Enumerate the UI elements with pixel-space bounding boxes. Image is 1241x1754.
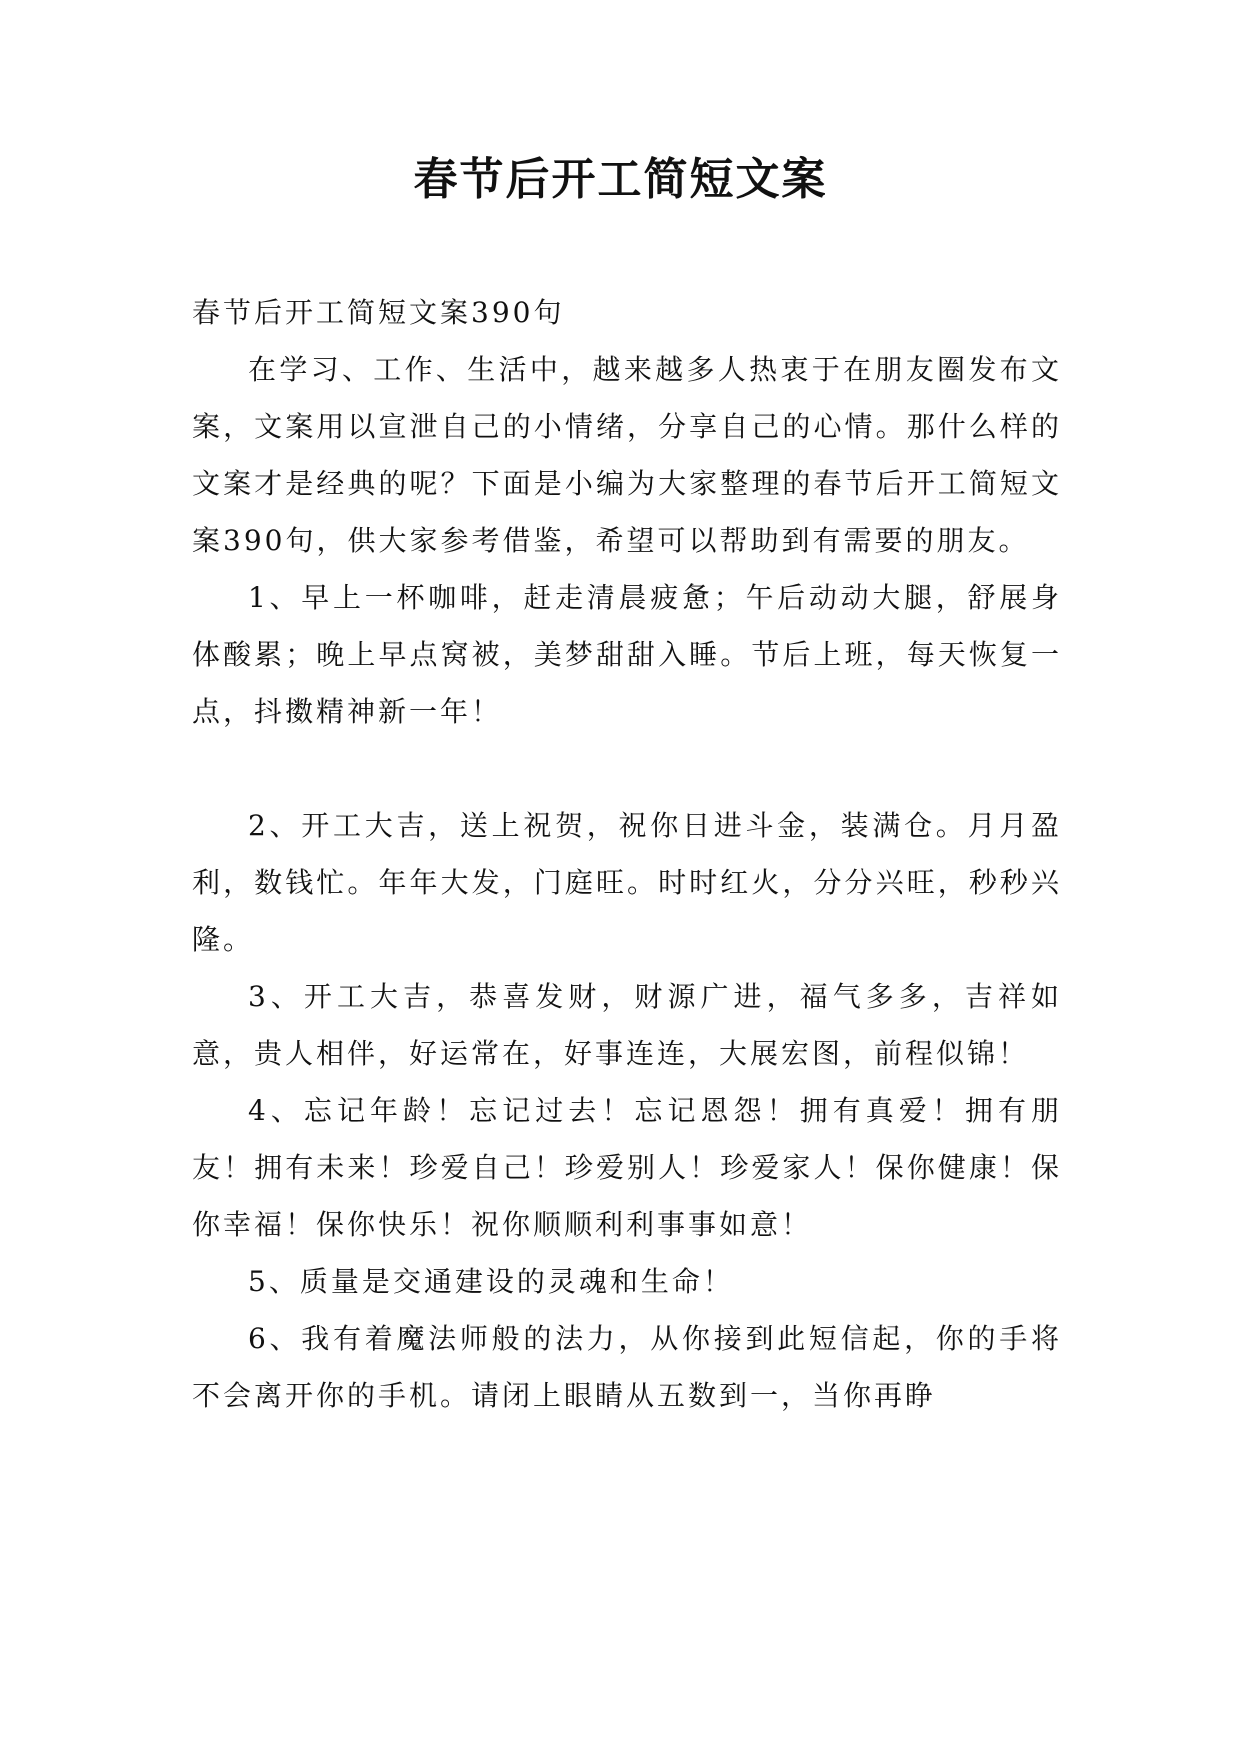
document-title: 春节后开工简短文案 <box>413 154 828 205</box>
document-subtitle: 春节后开工简短文案390句 <box>192 296 565 329</box>
item-5-paragraph: 5、质量是交通建设的灵魂和生命！ <box>248 1265 734 1298</box>
item-6-paragraph: 6、我有着魔法师般的法力，从你接到此短信起，你的手将不会离开你的手机。请闭上眼睛从五数到一，当你再睁 <box>192 1322 1062 1412</box>
document-body <box>192 284 1062 1424</box>
item-3-paragraph: 3、开工大吉，恭喜发财，财源广进，福气多多，吉祥如意，贵人相伴，好运常在，好事连连，大展宏图，前程似锦！ <box>192 980 1062 1070</box>
item-4-paragraph: 4、忘记年龄！忘记过去！忘记恩怨！拥有真爱！拥有朋友！拥有未来！珍爱自己！珍爱别人！珍爱家人！保你健康！保你幸福！保你快乐！祝你顺顺利利事事如意！ <box>192 1094 1062 1241</box>
paragraph-gap <box>192 740 1062 797</box>
item-1-paragraph: 1、早上一杯咖啡，赶走清晨疲惫；午后动动大腿，舒展身体酸累；晚上早点窝被，美梦甜甜入睡。节后上班，每天恢复一点，抖擞精神新一年！ <box>192 581 1062 728</box>
intro-paragraph: 在学习、工作、生活中，越来越多人热衷于在朋友圈发布文案，文案用以宣泄自己的小情绪，分享自己的心情。那什么样的文案才是经典的呢？下面是小编为大家整理的春节后开工简短文案390句，供大家参考借鉴，希望可以帮助到有需要的朋友。 <box>192 353 1062 557</box>
item-2-paragraph: 2、开工大吉，送上祝贺，祝你日进斗金，装满仓。月月盈利，数钱忙。年年大发，门庭旺。时时红火，分分兴旺，秒秒兴隆。 <box>192 809 1062 956</box>
